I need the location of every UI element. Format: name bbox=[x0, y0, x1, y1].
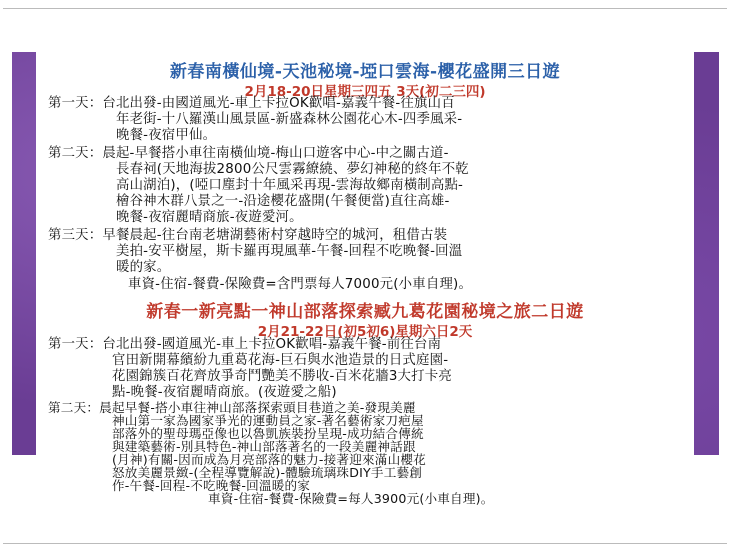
itinerary-panel bbox=[36, 52, 694, 506]
trip2-day2-line5: (月神)有關-因而成為月亮部落的魅力-接著迎來滿山櫻花 bbox=[112, 452, 426, 467]
trip1-day2-line5: 晚餐-夜宿麗晴商旅-夜遊愛河。 bbox=[116, 210, 303, 225]
trip1-day1-line1: 第一天：台北出發-由國道風光-車上卡拉OK歡唱-嘉義午餐-往旗山百 bbox=[48, 96, 455, 111]
trip1-price: 車資-住宿-餐費-保險費=含門票每人7000元(小車自理)。 bbox=[128, 277, 473, 292]
trip1-day3-line2: 美拍-安平樹屋，斯卡羅再現風華-午餐-回程不吃晚餐-回溫 bbox=[116, 244, 463, 259]
trip2-day1-line4: 點-晚餐-夜宿麗晴商旅。(夜遊愛之船) bbox=[112, 385, 337, 400]
trip1-day2-line2: 長春祠(天地海拔2800公尺雲霧繚繞、夢幻神秘的終年不乾 bbox=[116, 162, 469, 177]
trip2-day2-block bbox=[48, 403, 688, 543]
trip1-day1-line3: 晚餐-夜宿甲仙。 bbox=[116, 128, 217, 143]
trip1-day2-line3: 高山湖泊)，(啞口塵封十年風采再現-雲海故鄉南橫制高點- bbox=[116, 178, 464, 193]
trip1-day3-line1: 第三天：早餐晨起-往台南老塘湖藝術村穿越時空的城河，租借古裝 bbox=[48, 228, 448, 243]
trip2-day2-line1: 第二天：晨起早餐-搭小車往神山部落探索頭目巷道之美-發現美麗 bbox=[48, 400, 416, 415]
trip1-day2-line4: 檜谷神木群八景之一-沿途櫻花盛開(午餐便當)直往高雄- bbox=[116, 194, 450, 209]
trip2-title: 新春一新亮點一神山部落探索臧九葛花園秘境之旅二日遊 bbox=[146, 302, 584, 322]
trip2-day2-line2: 神山第一家為國家爭光的運動員之家-著名藝術家刀疤屋 bbox=[112, 413, 424, 428]
trip1-date: 2月18-20日星期三四五 3天(初二三四) bbox=[244, 84, 486, 100]
trip1-day2-line1: 第二天：晨起-早餐搭小車往南橫仙境-梅山口遊客中心-中之關古道- bbox=[48, 146, 449, 161]
trip1-day3-line3: 暖的家。 bbox=[116, 260, 171, 275]
trip2-price: 車資-住宿-餐費-保險費=每人3900元(小車自理)。 bbox=[208, 491, 494, 506]
trip2-date: 2月21-22日(初5初6)星期六日2天 bbox=[257, 324, 473, 340]
trip2-day1-line2: 官田新開幕繽紛九重葛花海-巨石與水池造景的日式庭園- bbox=[112, 353, 449, 368]
trip1-title: 新春南橫仙境-天池秘境-埡口雲海-櫻花盛開三日遊 bbox=[169, 62, 561, 82]
trip2-day2-line3: 部落外的聖母瑪亞像也以魯凱族裝扮呈現-成功結合傳統 bbox=[112, 426, 424, 441]
trip2-day2-line7: 作-午餐-回程-不吃晚餐-回溫暖的家 bbox=[112, 478, 311, 493]
trip2-day1-line3: 花園錦簇百花齊放爭奇鬥艷美不勝收-百米花牆3大打卡亮 bbox=[112, 369, 452, 384]
trip2-day2-line4: 與建築藝術-別具特色-神山部落著名的一段美麗神話跟 bbox=[112, 439, 416, 454]
trip1-day1-line2: 年老街-十八羅漢山風景區-新盛森林公園花心木-四季風采- bbox=[116, 112, 463, 127]
trip2-day1-line1: 第一天：台北出發-國道風光-車上卡拉OK歡唱-嘉義午餐-前往台南 bbox=[48, 337, 442, 352]
trip2-day2-line6: 怒放美麗景緻-(全程導覽解說)-體驗琉璃珠DIY手工藝創 bbox=[112, 465, 423, 480]
